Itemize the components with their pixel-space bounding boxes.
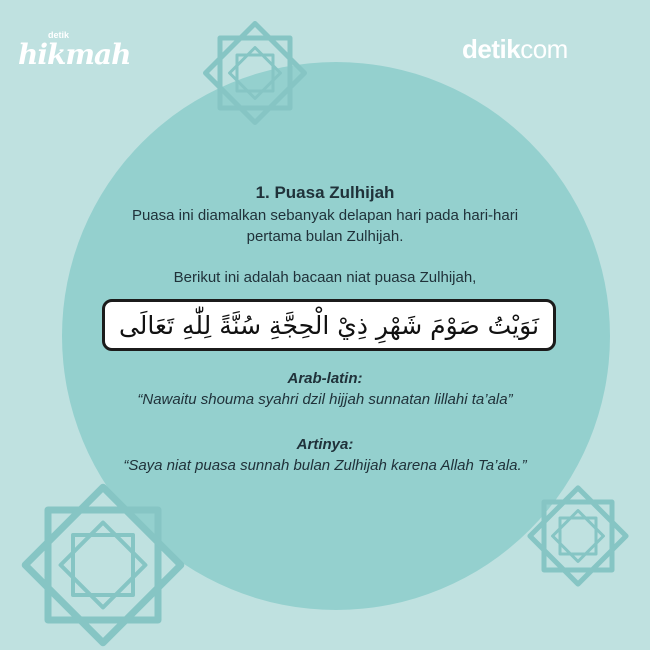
description-line-1: Puasa ini diamalkan sebanyak delapan hari pada hari-hari xyxy=(131,207,519,224)
partner-bold-text: detik xyxy=(462,34,521,64)
latin-text: “Nawaitu shouma syahri dzil hijjah sunnatan lillahi ta’ala” xyxy=(137,391,513,408)
partner-rest-text: com xyxy=(520,34,568,64)
description-line-2: pertama bulan Zulhijah. xyxy=(246,228,404,245)
logo-small-text: detik xyxy=(48,30,70,40)
intro-text: Berikut ini adalah bacaan niat puasa Zulhijah, xyxy=(173,269,477,286)
logo-main-text: hikmah xyxy=(18,38,131,71)
meaning-text: “Saya niat puasa sunnah bulan Zulhijah karena Allah Ta’ala.” xyxy=(123,457,527,474)
section-title: 1. Puasa Zulhijah xyxy=(255,183,395,202)
latin-label: Arab-latin: xyxy=(287,370,363,387)
arabic-niat-text: نَوَيْتُ صَوْمَ شَهْرِ ذِيْ الْحِجَّةِ سُنَّةً لِلّٰهِ تَعَالَى xyxy=(118,310,540,340)
arabic-text-box xyxy=(102,299,556,351)
meaning-label: Artinya: xyxy=(296,436,354,453)
